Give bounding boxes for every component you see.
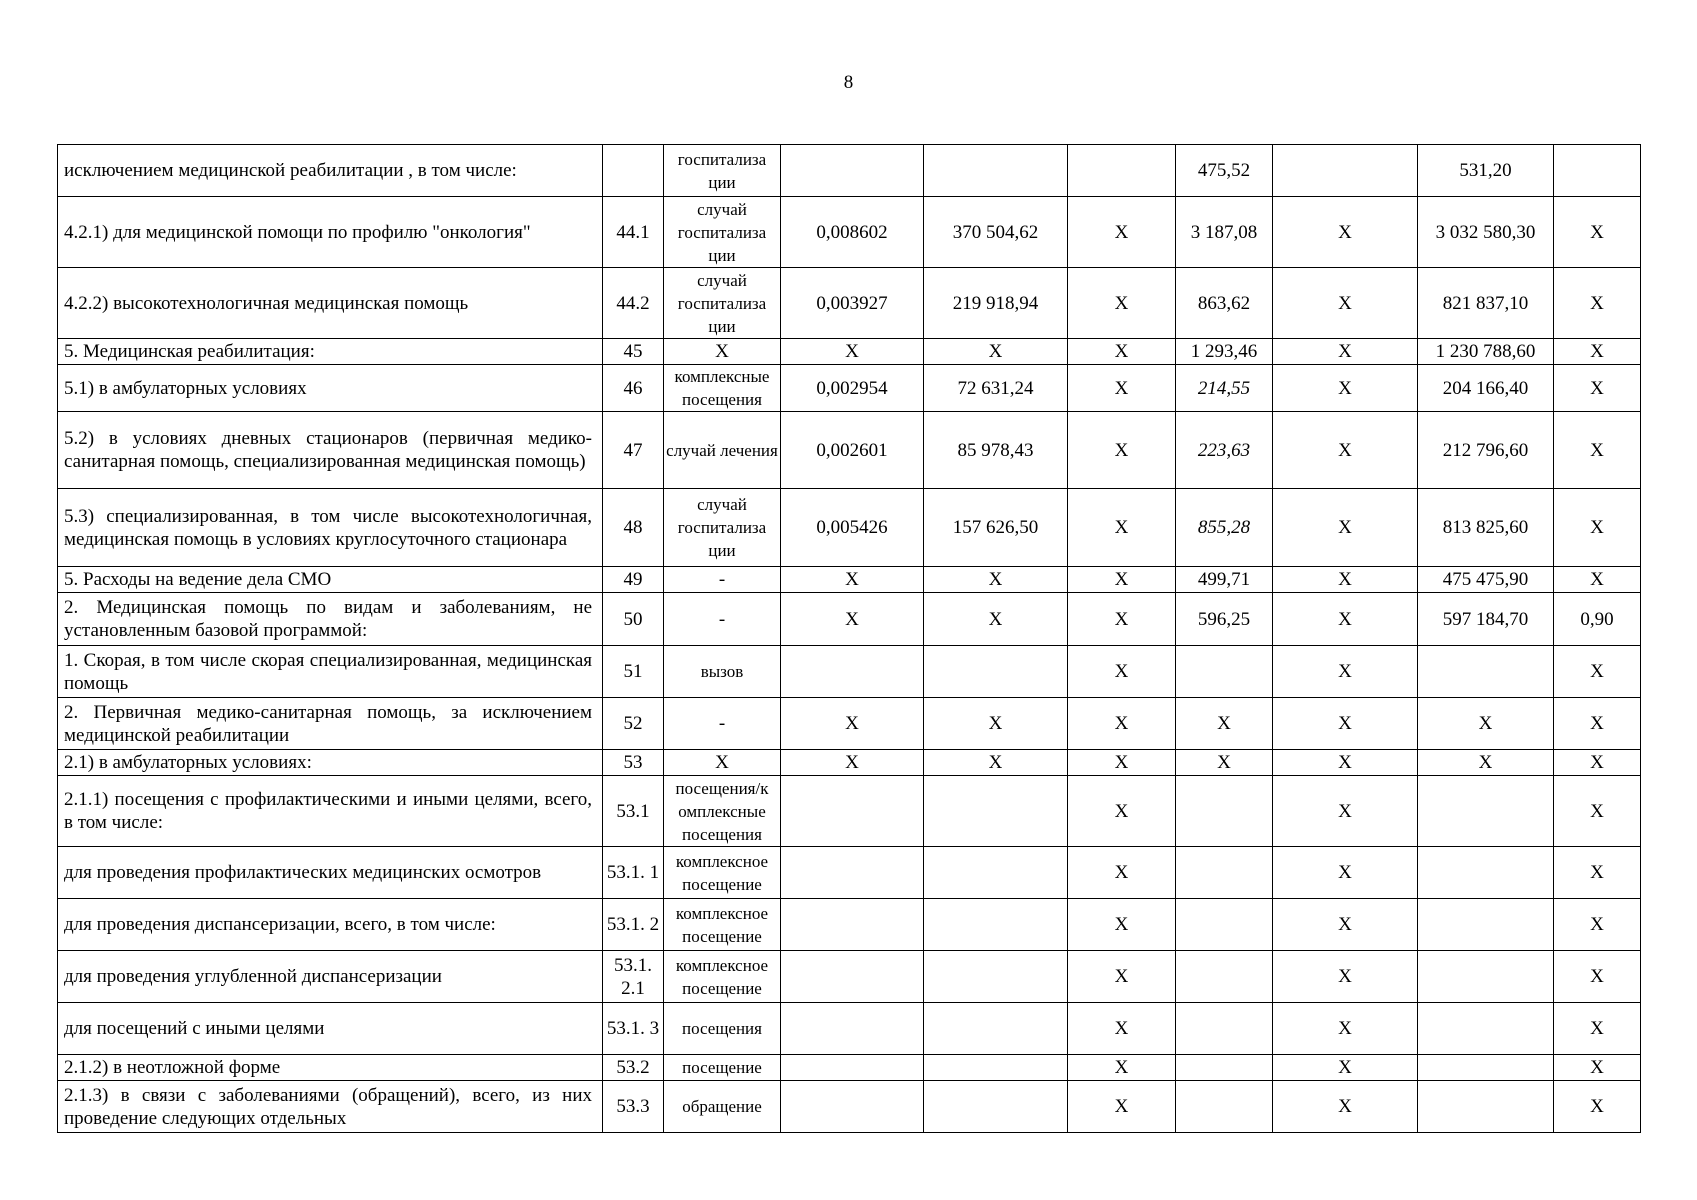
cell-col9 (1418, 1055, 1554, 1081)
cell-col6 (1068, 145, 1176, 197)
unit-cell: X (664, 339, 781, 365)
cell-col6: X (1068, 698, 1176, 750)
cell-col10: 0,90 (1554, 593, 1641, 646)
cell-col10: X (1554, 412, 1641, 489)
cell-col10: X (1554, 1003, 1641, 1055)
cell-col6: X (1068, 847, 1176, 899)
table-row (58, 268, 1641, 339)
row-code: 53.2 (603, 1055, 664, 1081)
unit-cell: комплексное посещение (664, 847, 781, 899)
cell-col6: X (1068, 1003, 1176, 1055)
cell-normative-cost: 157 626,50 (924, 489, 1068, 567)
table-row (58, 489, 1641, 567)
row-name: 1. Скорая, в том числе скорая специализированная, медицинская помощь (58, 646, 603, 698)
cell-normative-volume (781, 1081, 924, 1133)
cell-normative-cost: 85 978,43 (924, 412, 1068, 489)
cell-col7: 3 187,08 (1176, 197, 1273, 268)
cell-col6: X (1068, 776, 1176, 847)
cell-col6: X (1068, 268, 1176, 339)
cell-normative-cost: X (924, 750, 1068, 776)
cell-col9: 1 230 788,60 (1418, 339, 1554, 365)
cell-col8: X (1273, 567, 1418, 593)
cell-col7 (1176, 951, 1273, 1003)
cell-normative-cost (924, 1055, 1068, 1081)
cell-col6: X (1068, 567, 1176, 593)
cell-col9: 204 166,40 (1418, 365, 1554, 412)
cell-col9 (1418, 847, 1554, 899)
cell-col8 (1273, 145, 1418, 197)
unit-cell: посещения (664, 1003, 781, 1055)
cell-col8: X (1273, 698, 1418, 750)
cell-col6: X (1068, 951, 1176, 1003)
cell-normative-cost: X (924, 593, 1068, 646)
cell-col9 (1418, 951, 1554, 1003)
cell-normative-volume (781, 776, 924, 847)
cell-normative-volume: 0,008602 (781, 197, 924, 268)
table-row (58, 750, 1641, 776)
cell-col6: X (1068, 489, 1176, 567)
cell-col8: X (1273, 951, 1418, 1003)
row-code: 50 (603, 593, 664, 646)
financing-table (57, 144, 1641, 1133)
cell-col7 (1176, 646, 1273, 698)
row-name: 2.1) в амбулаторных условиях: (58, 750, 603, 776)
cell-col8: X (1273, 750, 1418, 776)
cell-col9: 821 837,10 (1418, 268, 1554, 339)
cell-col7: 863,62 (1176, 268, 1273, 339)
unit-cell: обращение (664, 1081, 781, 1133)
cell-normative-volume (781, 847, 924, 899)
cell-col8: X (1273, 1081, 1418, 1133)
cell-col8: X (1273, 1003, 1418, 1055)
cell-col8: X (1273, 776, 1418, 847)
cell-col10: X (1554, 1081, 1641, 1133)
cell-normative-cost (924, 145, 1068, 197)
cell-normative-cost (924, 847, 1068, 899)
table-row (58, 339, 1641, 365)
unit-cell: случай госпитализа ции (664, 197, 781, 268)
cell-normative-volume: 0,005426 (781, 489, 924, 567)
unit-cell: комплексные посещения (664, 365, 781, 412)
cell-normative-volume (781, 1003, 924, 1055)
table-row (58, 899, 1641, 951)
table-row (58, 847, 1641, 899)
cell-col7 (1176, 1055, 1273, 1081)
cell-col10: X (1554, 197, 1641, 268)
cell-col10: X (1554, 268, 1641, 339)
row-name: для проведения углубленной диспансеризации (58, 951, 603, 1003)
table-row (58, 1003, 1641, 1055)
cell-col9 (1418, 899, 1554, 951)
row-name: для проведения профилактических медицинских осмотров (58, 847, 603, 899)
row-name: 4.2.2) высокотехнологичная медицинская помощь (58, 268, 603, 339)
cell-normative-volume (781, 646, 924, 698)
cell-col7: 223,63 (1176, 412, 1273, 489)
table-row (58, 698, 1641, 750)
cell-col7 (1176, 899, 1273, 951)
cell-col9 (1418, 1003, 1554, 1055)
cell-col8: X (1273, 339, 1418, 365)
unit-cell: посещения/к омплексные посещения (664, 776, 781, 847)
cell-col9: X (1418, 698, 1554, 750)
cell-col7 (1176, 776, 1273, 847)
unit-cell: - (664, 567, 781, 593)
row-name: 2.1.2) в неотложной форме (58, 1055, 603, 1081)
row-code: 45 (603, 339, 664, 365)
cell-col8: X (1273, 412, 1418, 489)
cell-col10: X (1554, 951, 1641, 1003)
cell-col10 (1554, 145, 1641, 197)
cell-normative-volume (781, 145, 924, 197)
cell-col9 (1418, 1081, 1554, 1133)
cell-col6: X (1068, 197, 1176, 268)
row-code: 53 (603, 750, 664, 776)
row-code: 53.1. 2 (603, 899, 664, 951)
row-code: 52 (603, 698, 664, 750)
cell-col6: X (1068, 750, 1176, 776)
cell-col7: 214,55 (1176, 365, 1273, 412)
cell-col6: X (1068, 899, 1176, 951)
cell-col10: X (1554, 698, 1641, 750)
cell-normative-volume: 0,002601 (781, 412, 924, 489)
cell-normative-volume: 0,002954 (781, 365, 924, 412)
cell-normative-volume: 0,003927 (781, 268, 924, 339)
cell-col10: X (1554, 750, 1641, 776)
cell-col9: 475 475,90 (1418, 567, 1554, 593)
cell-col8: X (1273, 365, 1418, 412)
cell-col9: X (1418, 750, 1554, 776)
table-row (58, 412, 1641, 489)
row-name: 5. Медицинская реабилитация: (58, 339, 603, 365)
cell-normative-cost (924, 1003, 1068, 1055)
table-row (58, 593, 1641, 646)
cell-col10: X (1554, 646, 1641, 698)
row-name: 2.1.3) в связи с заболеваниями (обращений), всего, из них проведение следующих отдельных (58, 1081, 603, 1133)
row-code: 53.1 (603, 776, 664, 847)
unit-cell: случай лечения (664, 412, 781, 489)
row-name: 4.2.1) для медицинской помощи по профилю "онкология" (58, 197, 603, 268)
cell-col7 (1176, 1003, 1273, 1055)
cell-col10: X (1554, 567, 1641, 593)
cell-col9: 531,20 (1418, 145, 1554, 197)
cell-normative-volume (781, 951, 924, 1003)
unit-cell: комплексное посещение (664, 951, 781, 1003)
table-row (58, 1055, 1641, 1081)
cell-col6: X (1068, 1081, 1176, 1133)
cell-col9: 813 825,60 (1418, 489, 1554, 567)
table-row (58, 197, 1641, 268)
cell-col8: X (1273, 847, 1418, 899)
unit-cell: - (664, 698, 781, 750)
cell-col6: X (1068, 339, 1176, 365)
unit-cell: случай госпитализа ции (664, 268, 781, 339)
cell-normative-volume: X (781, 593, 924, 646)
cell-col8: X (1273, 268, 1418, 339)
unit-cell: - (664, 593, 781, 646)
cell-col10: X (1554, 489, 1641, 567)
row-name: 2. Первичная медико-санитарная помощь, за исключением медицинской реабилитации (58, 698, 603, 750)
row-code: 53.1. 3 (603, 1003, 664, 1055)
cell-col10: X (1554, 847, 1641, 899)
cell-normative-cost (924, 899, 1068, 951)
cell-col9 (1418, 646, 1554, 698)
unit-cell: случай госпитализа ции (664, 489, 781, 567)
cell-col7: X (1176, 750, 1273, 776)
row-code: 53.1. 2.1 (603, 951, 664, 1003)
row-code: 44.1 (603, 197, 664, 268)
unit-cell: посещение (664, 1055, 781, 1081)
row-code: 47 (603, 412, 664, 489)
unit-cell: X (664, 750, 781, 776)
cell-normative-cost: X (924, 698, 1068, 750)
cell-col7 (1176, 1081, 1273, 1133)
row-code (603, 145, 664, 197)
row-name: 2.1.1) посещения с профилактическими и иными целями, всего, в том числе: (58, 776, 603, 847)
row-code: 53.3 (603, 1081, 664, 1133)
cell-col10: X (1554, 339, 1641, 365)
cell-col8: X (1273, 197, 1418, 268)
row-name: для посещений с иными целями (58, 1003, 603, 1055)
cell-normative-cost (924, 951, 1068, 1003)
cell-normative-cost: X (924, 339, 1068, 365)
cell-normative-volume: X (781, 750, 924, 776)
row-code: 51 (603, 646, 664, 698)
cell-normative-volume: X (781, 339, 924, 365)
cell-col7: 855,28 (1176, 489, 1273, 567)
row-code: 49 (603, 567, 664, 593)
row-code: 44.2 (603, 268, 664, 339)
cell-col6: X (1068, 365, 1176, 412)
cell-col9: 3 032 580,30 (1418, 197, 1554, 268)
cell-normative-cost: 370 504,62 (924, 197, 1068, 268)
row-name: 5.1) в амбулаторных условиях (58, 365, 603, 412)
row-name: для проведения диспансеризации, всего, в том числе: (58, 899, 603, 951)
row-name: 2. Медицинская помощь по видам и заболеваниям, не установленным базовой программой: (58, 593, 603, 646)
cell-col9 (1418, 776, 1554, 847)
cell-col7 (1176, 847, 1273, 899)
cell-col8: X (1273, 646, 1418, 698)
cell-col7: 596,25 (1176, 593, 1273, 646)
row-name: 5.3) специализированная, в том числе высокотехнологичная, медицинская помощь в условиях круглосуточного стационара (58, 489, 603, 567)
cell-col6: X (1068, 593, 1176, 646)
cell-col7: X (1176, 698, 1273, 750)
table-row (58, 145, 1641, 197)
cell-normative-volume (781, 899, 924, 951)
unit-cell: комплексное посещение (664, 899, 781, 951)
cell-col6: X (1068, 1055, 1176, 1081)
cell-col8: X (1273, 593, 1418, 646)
cell-normative-cost (924, 646, 1068, 698)
cell-col6: X (1068, 412, 1176, 489)
row-code: 48 (603, 489, 664, 567)
table-row (58, 646, 1641, 698)
cell-col7: 475,52 (1176, 145, 1273, 197)
cell-col7: 499,71 (1176, 567, 1273, 593)
cell-normative-cost (924, 776, 1068, 847)
unit-cell: вызов (664, 646, 781, 698)
page-number: 8 (843, 72, 854, 93)
cell-normative-volume (781, 1055, 924, 1081)
cell-col6: X (1068, 646, 1176, 698)
cell-normative-cost: 219 918,94 (924, 268, 1068, 339)
row-name: 5. Расходы на ведение дела СМО (58, 567, 603, 593)
cell-col10: X (1554, 365, 1641, 412)
cell-col10: X (1554, 776, 1641, 847)
cell-normative-cost: 72 631,24 (924, 365, 1068, 412)
cell-normative-volume: X (781, 698, 924, 750)
cell-col9: 597 184,70 (1418, 593, 1554, 646)
cell-normative-cost (924, 1081, 1068, 1133)
cell-col8: X (1273, 899, 1418, 951)
row-name: 5.2) в условиях дневных стационаров (первичная медико-санитарная помощь, специализированная медицинская помощь) (58, 412, 603, 489)
table-row (58, 365, 1641, 412)
cell-col8: X (1273, 489, 1418, 567)
table-row (58, 776, 1641, 847)
cell-normative-cost: X (924, 567, 1068, 593)
cell-col8: X (1273, 1055, 1418, 1081)
cell-col10: X (1554, 1055, 1641, 1081)
table-row (58, 567, 1641, 593)
row-code: 46 (603, 365, 664, 412)
table-row (58, 1081, 1641, 1133)
cell-normative-volume: X (781, 567, 924, 593)
table-row (58, 951, 1641, 1003)
row-name: исключением медицинской реабилитации , в том числе: (58, 145, 603, 197)
cell-col9: 212 796,60 (1418, 412, 1554, 489)
cell-col7: 1 293,46 (1176, 339, 1273, 365)
unit-cell: госпитализа ции (664, 145, 781, 197)
cell-col10: X (1554, 899, 1641, 951)
row-code: 53.1. 1 (603, 847, 664, 899)
